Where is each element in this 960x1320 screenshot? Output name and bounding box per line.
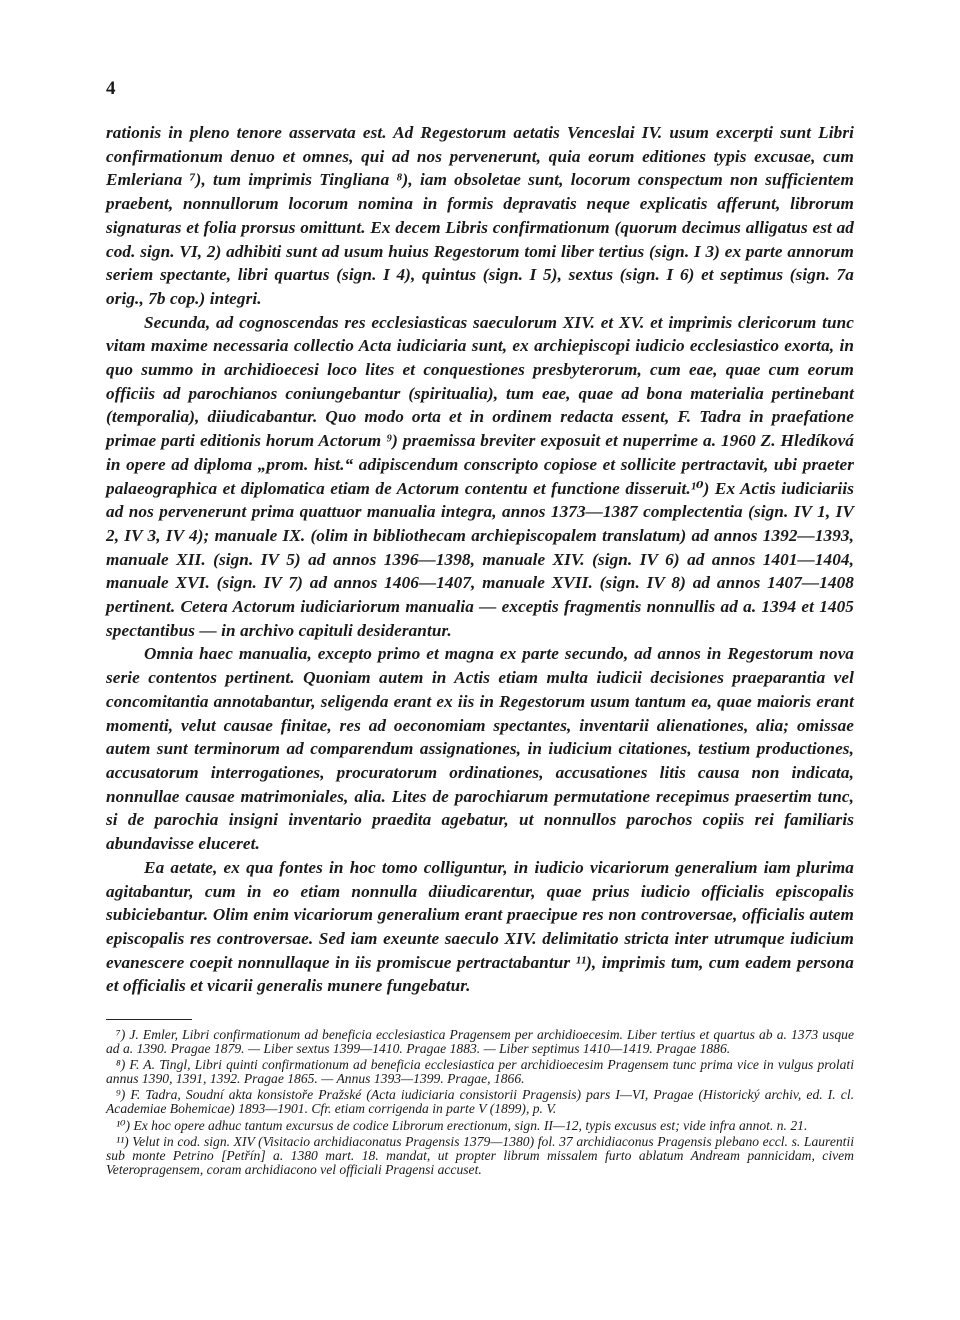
footnote: ¹¹) Velut in cod. sign. XIV (Visitacio archidiaconatus Pragensis 1379—1380) fol. 37 archidiaconus Pragensis plebano eccl. s. Laurentii sub monte Petrino [Petřín] a. 1380 mart. 18. mandat, ut propter librum missalem furto ablatum Andream pannicidam, civem Veteropragensem, coram archidiacono vel officiali Pragensi accuset. (106, 1133, 854, 1177)
page-number: 4 (106, 78, 116, 99)
paragraph: rationis in pleno tenore asservata est. Ad Regestorum aetatis Venceslai IV. usum excerpti sunt Libri confirmationum denuo et omnes, qui ad nos pervenerunt, quia eorum editiones typis excusae, cum Emleriana ⁷), tum imprimis Tingliana ⁸), iam obsoletae sunt, locorum conspectum non sufficientem praebent, nonnullorum locorum nomina in formis depravatis neque explicatis afferunt, librorum signaturas et folia prorsus omittunt. Ex decem Libris confirmationum (quorum decimus alligatus est ad cod. sign. VI, 2) adhibiti sunt ad usum huius Regestorum tomi liber tertius (sign. I 3) ex parte annorum seriem spectante, libri quartus (sign. I 4), quintus (sign. I 5), sextus (sign. I 6) et septimus (sign. 7a orig., 7b cop.) integri. (106, 123, 854, 308)
footnote: ⁷) J. Emler, Libri confirmationum ad beneficia ecclesiastica Pragensem per archidioecesim. Liber tertius et quartus ab a. 1373 usque ad a. 1390. Pragae 1879. — Liber sextus 1399—1410. Pragae 1883. — Liber septimus 1410—1419. Pragae 1886. (106, 1027, 854, 1057)
footnote: ⁸) F. A. Tingl, Libri quinti confirmationum ad beneficia ecclesiastica per archidioecesim Pragensem tunc prima vice in vulgus prolati annus 1390, 1391, 1392. Pragae 1865. — Annus 1393—1399. Pragae, 1866. (106, 1057, 854, 1087)
footnote: ¹⁰) Ex hoc opere adhuc tantum excursus de codice Librorum erectionum, sign. II—12, typis excusus est; vide infra annot. n. 21. (116, 1117, 808, 1133)
paragraph: Omnia haec manualia, excepto primo et magna ex parte secundo, ad annos in Regestorum nova serie contentos pertinent. Quoniam autem in Actis etiam multa iudicii decisiones praeparantia vel concomitantia annotabantur, seligenda erant ex iis in Regestorum usum tantum ea, quae maioris erant momenti, velut causae finitae, res ad oeconomiam spectantes, inventarii alienationes, alia; omissae autem sunt terminorum ad comparendum assignationes, in iudicium citationes, testium productiones, accusatorum interrogationes, procuratorum ordinationes, accusationes litis causa non indicata, nonnullae causae matrimoniales, alia. Lites de parochiarum permutatione recepimus praesertim tunc, si de parochia insigni inventario praedita agebatur, ut nonnullos parochos copiis rei familiaris abundavisse eluceret. (106, 644, 854, 854)
footnotes (106, 1026, 854, 1179)
paragraph: Secunda, ad cognoscendas res ecclesiasticas saeculorum XIV. et XV. et imprimis clericorum tunc vitam maxime necessaria collectio Acta iudiciaria sunt, ex archiepiscopi iudicio ecclesiastico exorta, in quo summo in archidioecesi loco lites et conquestiones presbyterorum, cum eae, quae cum eorum officiis ad parochianos coniungebantur (spiritualia), tum eae, quae ad bona materialia pertinebant (temporalia), diiudicabantur. Quo modo orta et in ordinem redacta essent, F. Tadra in praefatione primae parti editionis horum Actorum ⁹) praemissa breviter exposuit et nuperrime a. 1960 Z. Hledíková in opere ad diploma „prom. hist.“ adipiscendum conscripto copiose et sollicite pertractavit, ubi praeter palaeographica et diplomatica etiam de Actorum contentu et functione disseruit.¹⁰) Ex Actis iudiciariis ad nos pervenerunt prima quattuor manualia integra, annos 1373—1387 complectentia (sign. IV 1, IV 2, IV 3, IV 4); manuale IX. (olim in bibliothecam archiepiscopalem translatum) ad annos 1392—1393, manuale XII. (sign. IV 5) ad annos 1396—1398, manuale XIV. (sign. IV 6) ad annos 1401—1404, manuale XVI. (sign. IV 7) ad annos 1406—1407, manuale XVII. (sign. IV 8) ad annos 1407—1408 pertinent. Cetera Actorum iudiciariorum manualia — exceptis fragmentis nonnullis ad a. 1394 et 1405 spectantibus — in archivo capituli desiderantur. (106, 312, 854, 640)
footnote-divider (106, 1019, 192, 1020)
footnote: ⁹) F. Tadra, Soudní akta konsistoře Pražské (Acta iudiciaria consistorii Pragensis) pars I—VI, Pragae (Historický archiv, ed. I. cl. Academiae Bohemicae) 1893—1901. Cfr. etiam corrigenda in parte V (1899), p. V. (106, 1087, 854, 1117)
paragraph: Ea aetate, ex qua fontes in hoc tomo colliguntur, in iudicio vicariorum generalium iam plurima agitabantur, cum in eo etiam nonnulla diiudicarentur, quae prius iudicio officialis episcopalis subiciebantur. Olim enim vicariorum generalium erant praecipue res non controversae, officialis autem episcopalis res controversae. Sed iam exeunte saeculo XIV. delimitatio stricta inter utrumque iudicium evanescere coepit nonnullaque in iis promiscue pertractabantur ¹¹), imprimis tum, cum eadem persona et officialis et vicarii generalis munere fungebatur. (106, 857, 854, 996)
body-text (106, 121, 854, 998)
